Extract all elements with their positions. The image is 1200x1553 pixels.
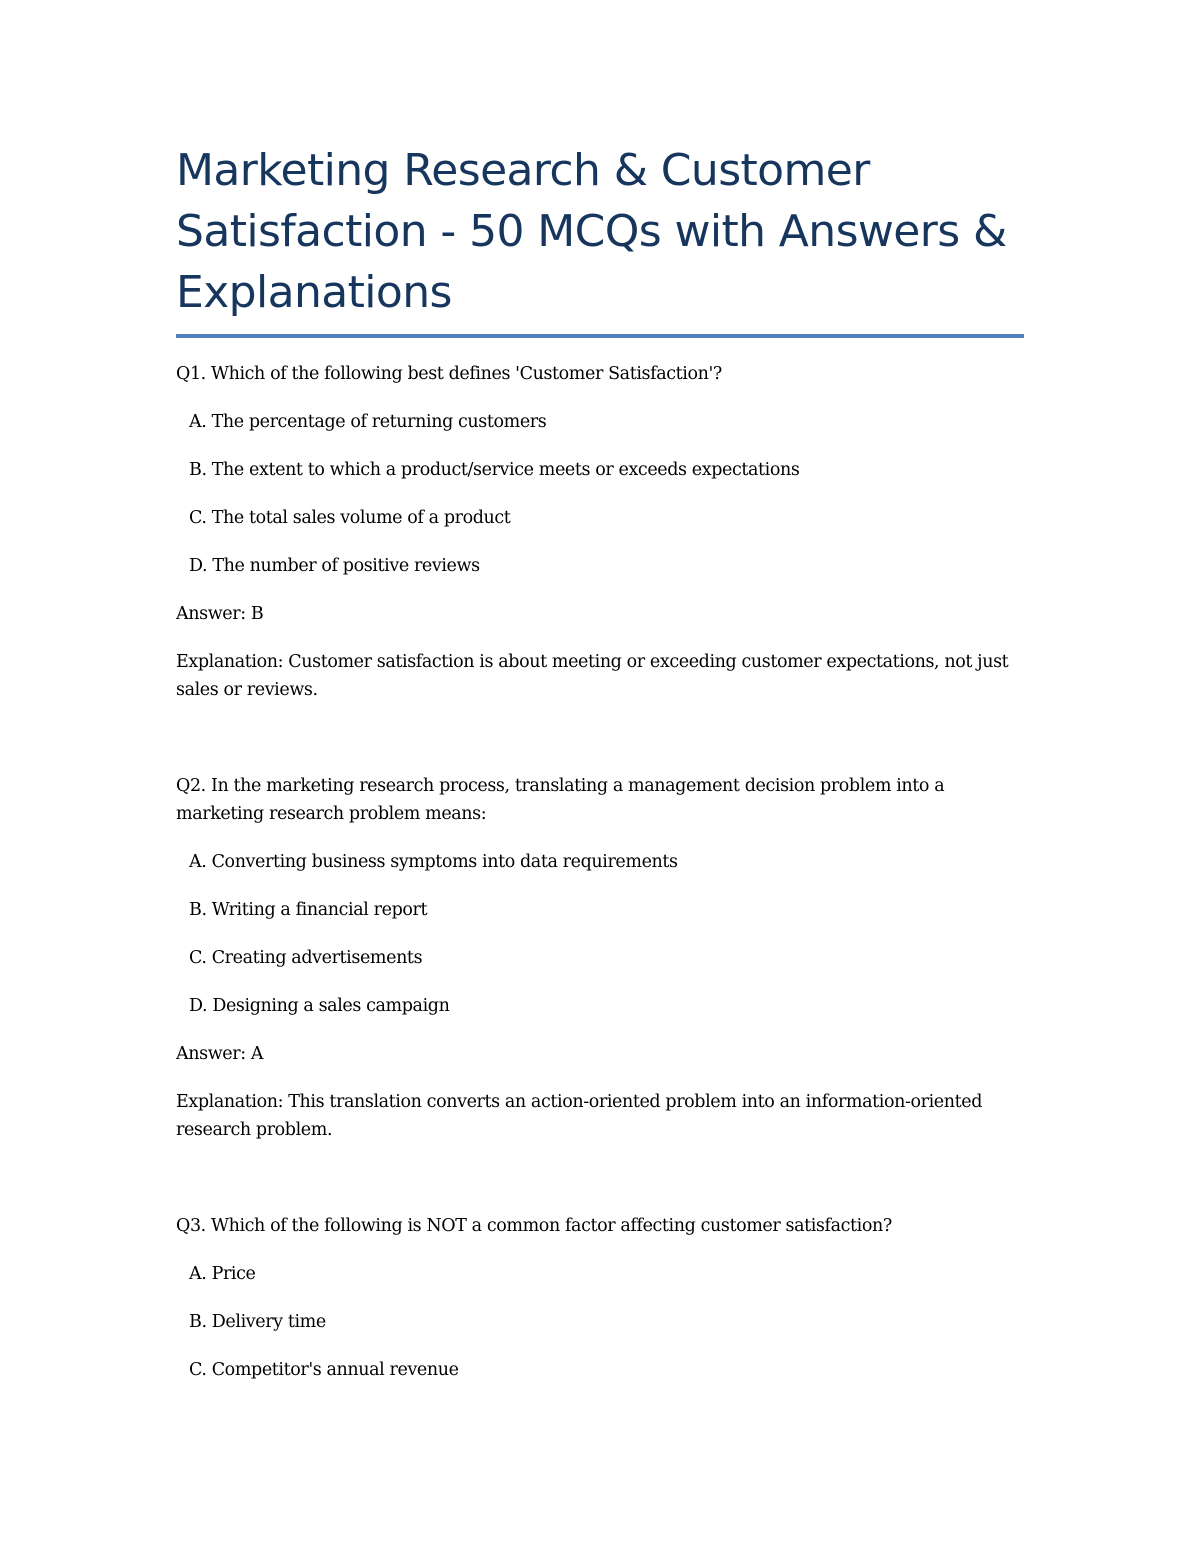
option-b: B. Writing a financial report <box>189 900 428 920</box>
option-a: A. Converting business symptoms into data requirements <box>189 852 678 872</box>
option-c: C. Creating advertisements <box>189 948 423 968</box>
title-block <box>176 140 1024 323</box>
question-block-3 <box>176 1212 1024 1384</box>
question-text: Q2. In the marketing research process, translating a management decision problem into a marketing research problem means: <box>176 776 945 824</box>
option-c: C. Competitor's annual revenue <box>189 1360 459 1380</box>
option-a: A. Price <box>189 1264 256 1284</box>
question-block-2 <box>176 772 1024 1144</box>
document-content <box>176 360 1024 1404</box>
question-text: Q3. Which of the following is NOT a common factor affecting customer satisfaction? <box>176 1216 892 1236</box>
option-d: D. Designing a sales campaign <box>189 996 450 1016</box>
option-b: B. The extent to which a product/service meets or exceeds expectations <box>189 460 800 480</box>
option-d: D. The number of positive reviews <box>189 556 480 576</box>
spacer <box>176 1144 1024 1212</box>
explanation-text: Explanation: This translation converts an action-oriented problem into an information-oriented research problem. <box>176 1092 983 1140</box>
explanation-text: Explanation: Customer satisfaction is about meeting or exceeding customer expectations, not just sales or reviews. <box>176 652 1009 700</box>
option-c: C. The total sales volume of a product <box>189 508 511 528</box>
title-underline <box>176 334 1024 338</box>
option-b: B. Delivery time <box>189 1312 326 1332</box>
answer-text: Answer: B <box>176 604 264 624</box>
option-a: A. The percentage of returning customers <box>189 412 547 432</box>
question-block-1 <box>176 360 1024 704</box>
spacer <box>176 704 1024 772</box>
document-title: Marketing Research & Customer Satisfaction - 50 MCQs with Answers & Explanations <box>176 145 1007 318</box>
answer-text: Answer: A <box>176 1044 264 1064</box>
question-text: Q1. Which of the following best defines 'Customer Satisfaction'? <box>176 364 722 384</box>
